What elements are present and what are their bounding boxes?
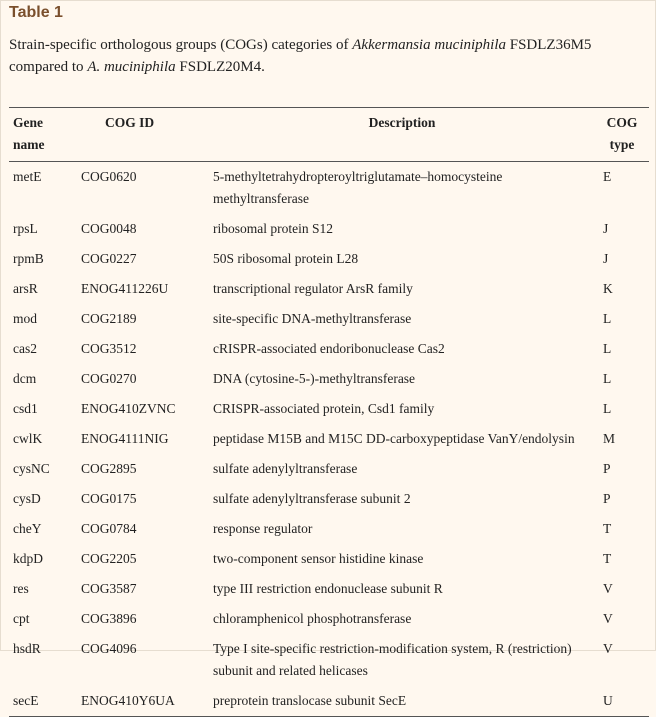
table-row <box>9 274 649 304</box>
cog-type-cell: P <box>603 461 611 476</box>
description-cell: sulfate adenylyltransferase <box>213 461 358 476</box>
cog-id-cell: COG3896 <box>81 611 137 626</box>
cog-id-cell: ENOG410ZVNC <box>81 401 176 416</box>
cog-type-cell: V <box>603 581 613 596</box>
cog-id-cell: ENOG410Y6UA <box>81 693 175 708</box>
cog-type-cell: L <box>603 311 612 326</box>
cog-type-cell: E <box>603 169 612 184</box>
gene-cell: cysD <box>13 491 41 506</box>
cog-id-cell: COG3512 <box>81 341 137 356</box>
header-description: Description <box>368 115 436 130</box>
cog-type-cell: L <box>603 371 612 386</box>
table-row <box>9 514 649 544</box>
cog-id-cell: COG0175 <box>81 491 137 506</box>
table-caption <box>9 34 649 78</box>
caption-species-1: Akkermansia muciniphila <box>352 37 506 53</box>
table-row <box>9 394 649 424</box>
header-row <box>9 108 649 162</box>
cog-id-cell: COG0270 <box>81 371 137 386</box>
gene-cell: cpt <box>13 611 30 626</box>
gene-cell: cheY <box>13 521 42 536</box>
table-row <box>9 304 649 334</box>
cog-type-cell: K <box>603 281 613 296</box>
table-row <box>9 544 649 574</box>
cog-id-cell: COG0784 <box>81 521 137 536</box>
caption-text-1: Strain-specific orthologous groups (COGs) categories of <box>9 37 353 53</box>
cog-id-cell: COG0048 <box>81 221 137 236</box>
gene-cell: cwlK <box>13 431 43 446</box>
table-row <box>9 454 649 484</box>
cog-id-cell: COG4096 <box>81 641 137 656</box>
cog-id-cell: COG0227 <box>81 251 137 266</box>
gene-cell: rpmB <box>13 251 44 266</box>
cog-type-cell: L <box>603 401 612 416</box>
gene-cell: res <box>13 581 29 596</box>
cog-id-cell: COG2205 <box>81 551 137 566</box>
description-cell: transcriptional regulator ArsR family <box>213 281 413 296</box>
gene-cell: rpsL <box>13 221 38 236</box>
table-row <box>9 334 649 364</box>
cog-id-cell: ENOG411226U <box>81 281 169 296</box>
header-gene-name: Gene name <box>13 115 45 152</box>
cog-type-cell: U <box>603 693 613 708</box>
gene-cell: cysNC <box>13 461 50 476</box>
table-row <box>9 162 649 215</box>
description-cell: two-component sensor histidine kinase <box>213 551 424 566</box>
table-row <box>9 686 649 717</box>
table-row <box>9 484 649 514</box>
cog-id-cell: COG2189 <box>81 311 137 326</box>
description-cell: site-specific DNA-methyltransferase <box>213 311 412 326</box>
gene-cell: kdpD <box>13 551 43 566</box>
description-cell: Type I site-specific restriction-modification system, R (restriction) subunit and related helicases <box>213 641 572 678</box>
cog-id-cell: ENOG4111NIG <box>81 431 169 446</box>
gene-cell: mod <box>13 311 38 326</box>
description-cell: cRISPR-associated endoribonuclease Cas2 <box>213 341 445 356</box>
description-cell: ribosomal protein S12 <box>213 221 333 236</box>
caption-text-3: FSDLZ20M4. <box>175 59 265 75</box>
cog-type-cell: M <box>603 431 616 446</box>
cog-type-cell: T <box>603 521 612 536</box>
cog-id-cell: COG0620 <box>81 169 137 184</box>
gene-cell: hsdR <box>13 641 41 656</box>
description-cell: preprotein translocase subunit SecE <box>213 693 407 708</box>
gene-cell: secE <box>13 693 39 708</box>
description-cell: type III restriction endonuclease subunit R <box>213 581 443 596</box>
table-row <box>9 214 649 244</box>
table-row <box>9 244 649 274</box>
description-cell: peptidase M15B and M15C DD-carboxypeptidase VanY/endolysin <box>213 431 575 446</box>
caption-text-2: FSDLZ36M5 compared to <box>9 37 592 75</box>
description-cell: DNA (cytosine-5-)-methyltransferase <box>213 371 416 386</box>
gene-cell: metE <box>13 169 42 184</box>
cog-type-cell: J <box>603 251 609 266</box>
table-row <box>9 604 649 634</box>
cog-type-cell: P <box>603 491 611 506</box>
description-cell: 5-methyltetrahydropteroyltriglutamate–homocysteine methyltransferase <box>213 169 503 206</box>
cog-type-cell: V <box>603 611 613 626</box>
cog-type-cell: J <box>603 221 609 236</box>
gene-cell: arsR <box>13 281 38 296</box>
description-cell: 50S ribosomal protein L28 <box>213 251 359 266</box>
description-cell: sulfate adenylyltransferase subunit 2 <box>213 491 411 506</box>
caption-species-2: A. muciniphila <box>87 59 176 75</box>
table-row <box>9 364 649 394</box>
table-label: Table 1 <box>9 4 63 21</box>
gene-cell: csd1 <box>13 401 38 416</box>
cog-id-cell: COG3587 <box>81 581 137 596</box>
cog-type-cell: L <box>603 341 612 356</box>
description-cell: response regulator <box>213 521 313 536</box>
table-row <box>9 574 649 604</box>
table-row <box>9 424 649 454</box>
gene-cell: dcm <box>13 371 37 386</box>
cog-type-cell: V <box>603 641 613 656</box>
description-cell: chloramphenicol phosphotransferase <box>213 611 412 626</box>
table-row <box>9 634 649 686</box>
header-cog-id: COG ID <box>105 115 155 130</box>
cog-type-cell: T <box>603 551 612 566</box>
cog-id-cell: COG2895 <box>81 461 137 476</box>
description-cell: CRISPR-associated protein, Csd1 family <box>213 401 435 416</box>
header-cog-type: COG type <box>606 115 638 152</box>
gene-cell: cas2 <box>13 341 37 356</box>
cog-table <box>9 107 649 717</box>
